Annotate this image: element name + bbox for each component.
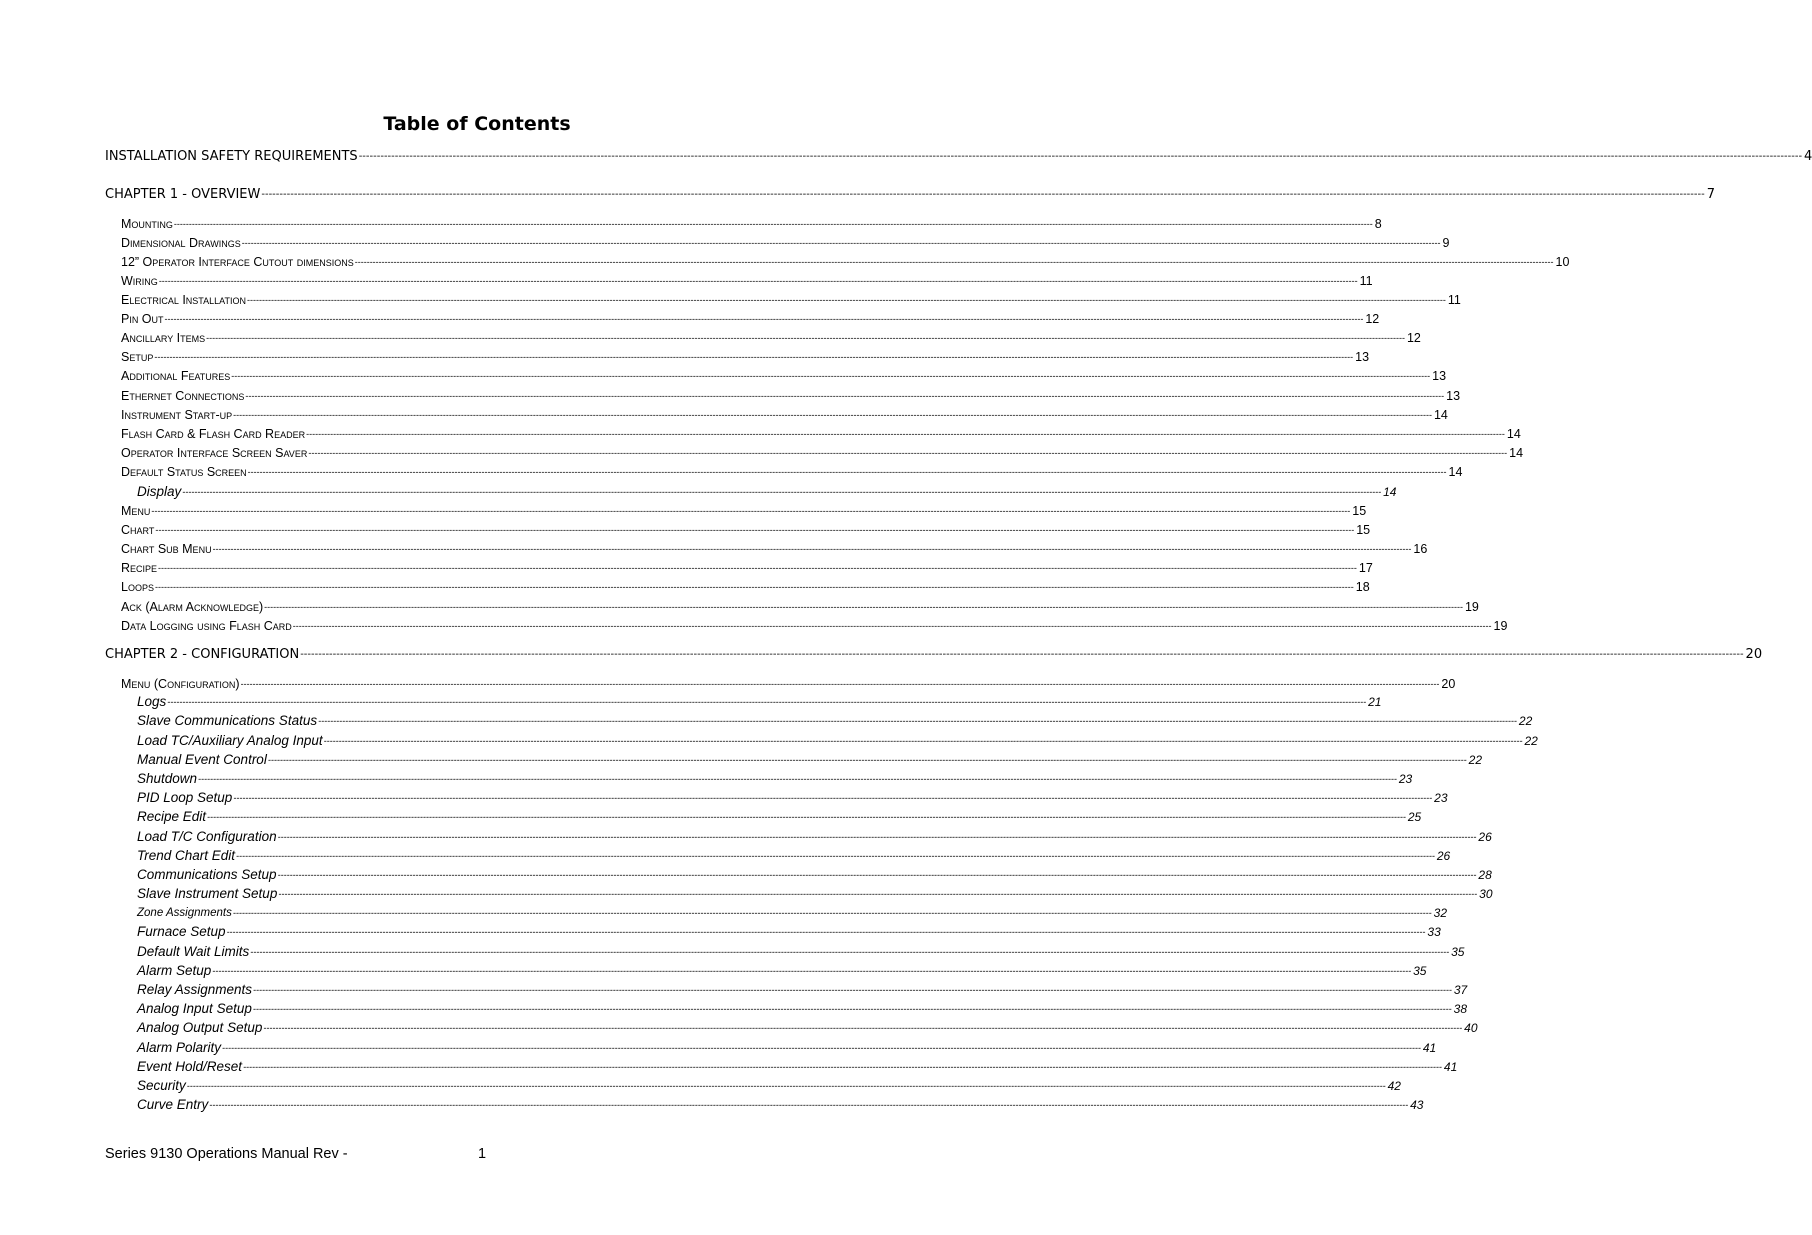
toc-entry-page: 26 [1436,849,1451,863]
toc-entry-label: Slave Communications Status [137,713,318,728]
toc-entry-page: 22 [1524,734,1538,748]
toc-entry-page: 32 [1433,906,1448,920]
toc-entry-page: 13 [1355,350,1370,364]
toc-entry[interactable] [121,216,1382,232]
toc-entry-page: 20 [1441,677,1456,691]
toc-entry[interactable] [105,149,1812,165]
toc-entry-label: Pin Out [121,312,164,326]
toc-entry[interactable] [137,713,1533,729]
toc-entry-page: 23 [1434,791,1448,805]
toc-entry[interactable] [121,311,1380,327]
toc-leader-dashes: ---------------------------------------------------------------------------------------------------------------------------------------------------------------------------------------------------------------------------------------------------------------------------------------------------------------------------------------------------------------------------------------------------------------- [155,525,1355,535]
toc-entry[interactable] [121,676,1456,692]
toc-entry[interactable] [121,579,1370,595]
toc-entry-label: Data Logging using Flash Card [121,619,292,633]
toc-leader-dashes: ---------------------------------------------------------------------------------------------------------------------------------------------------------------------------------------------------------------------------------------------------------------------------------------------------------------------------------------------------------------------------------------------------------------- [241,238,1441,248]
toc-entry[interactable] [121,388,1461,404]
toc-entry[interactable] [137,829,1492,845]
toc-leader-dashes: ---------------------------------------------------------------------------------------------------------------------------------------------------------------------------------------------------------------------------------------------------------------------------------------------------------------------------------------------------------------------------------------------------------------- [264,602,1463,612]
toc-entry[interactable] [137,963,1427,979]
toc-entry[interactable] [137,790,1448,806]
toc-leader-dashes: ---------------------------------------------------------------------------------------------------------------------------------------------------------------------------------------------------------------------------------------------------------------------------------------------------------------------------------------------------------------------------------------------------------------- [232,908,1432,918]
toc-entry[interactable] [121,273,1373,289]
toc-entry-label: Alarm Setup [137,963,212,978]
toc-entry-label: Slave Instrument Setup [137,886,278,901]
toc-leader-dashes: ---------------------------------------------------------------------------------------------------------------------------------------------------------------------------------------------------------------------------------------------------------------------------------------------------------------------------------------------------------------------------------------------------------------- [226,927,1426,937]
toc-entry-label: Analog Input Setup [137,1001,252,1016]
toc-entry[interactable] [137,924,1441,940]
toc-entry-page: 4 [1804,149,1812,164]
toc-entry-page: 9 [1442,236,1450,250]
toc-entry-page: 43 [1410,1098,1424,1112]
toc-entry-label: CHAPTER 1 - OVERVIEW [105,187,261,202]
toc-entry-page: 37 [1453,983,1468,997]
toc-entry-label: Electrical Installation [121,293,246,307]
toc-entry-page: 21 [1368,695,1382,709]
toc-entry-label: Dimensional Drawings [121,236,241,250]
toc-entry[interactable] [137,809,1422,825]
toc-entry[interactable] [121,618,1508,634]
toc-entry[interactable] [137,867,1492,883]
toc-entry[interactable] [121,254,1570,270]
toc-entry-page: 35 [1451,945,1465,959]
toc-entry-label: Load T/C Configuration [137,829,277,844]
toc-leader-dashes: ---------------------------------------------------------------------------------------------------------------------------------------------------------------------------------------------------------------------------------------------------------------------------------------------------------------------------------------------------------------------------------------------------------------- [164,314,1364,324]
toc-entry[interactable] [137,1001,1468,1017]
footer-page-number: 1 [478,1146,487,1162]
toc-entry-label: Display [137,484,182,499]
toc-entry[interactable] [137,982,1468,998]
toc-entry-page: 30 [1479,887,1493,901]
toc-entry[interactable] [137,1020,1478,1036]
toc-leader-dashes: ---------------------------------------------------------------------------------------------------------------------------------------------------------------------------------------------------------------------------------------------------------------------------------------------------------------------------------------------------------------------------------------------------------------- [261,189,1705,200]
toc-entry-label: Ack (Alarm Acknowledge) [121,600,264,614]
toc-leader-dashes: ---------------------------------------------------------------------------------------------------------------------------------------------------------------------------------------------------------------------------------------------------------------------------------------------------------------------------------------------------------------------------------------------------------------- [233,793,1433,803]
toc-entry-label: Recipe Edit [137,809,207,824]
toc-leader-dashes: ---------------------------------------------------------------------------------------------------------------------------------------------------------------------------------------------------------------------------------------------------------------------------------------------------------------------------------------------------------------------------------------------------------------- [306,429,1505,439]
toc-entry-label: Ethernet Connections [121,389,245,403]
toc-entry[interactable] [137,886,1493,902]
toc-leader-dashes: ---------------------------------------------------------------------------------------------------------------------------------------------------------------------------------------------------------------------------------------------------------------------------------------------------------------------------------------------------------------------------------------------------------------- [212,544,1412,554]
toc-leader-dashes: ---------------------------------------------------------------------------------------------------------------------------------------------------------------------------------------------------------------------------------------------------------------------------------------------------------------------------------------------------------------------------------------------------------------- [354,257,1554,267]
toc-leader-dashes: ---------------------------------------------------------------------------------------------------------------------------------------------------------------------------------------------------------------------------------------------------------------------------------------------------------------------------------------------------------------------------------------------------------------- [277,870,1477,880]
toc-leader-dashes: ---------------------------------------------------------------------------------------------------------------------------------------------------------------------------------------------------------------------------------------------------------------------------------------------------------------------------------------------------------------------------------------------------------------- [267,755,1467,765]
toc-entry-label: Zone Assignments [137,907,232,919]
toc-entry[interactable] [121,522,1371,538]
toc-leader-dashes: ---------------------------------------------------------------------------------------------------------------------------------------------------------------------------------------------------------------------------------------------------------------------------------------------------------------------------------------------------------------------------------------------------------------- [263,1023,1463,1033]
toc-leader-dashes: ---------------------------------------------------------------------------------------------------------------------------------------------------------------------------------------------------------------------------------------------------------------------------------------------------------------------------------------------------------------------------------------------------------------- [154,352,1354,362]
toc-leader-dashes: ---------------------------------------------------------------------------------------------------------------------------------------------------------------------------------------------------------------------------------------------------------------------------------------------------------------------------------------------------------------------------------------------------------------- [206,333,1405,343]
toc-entry-page: 19 [1493,619,1508,633]
toc-leader-dashes: ---------------------------------------------------------------------------------------------------------------------------------------------------------------------------------------------------------------------------------------------------------------------------------------------------------------------------------------------------------------------------------------------------------------- [231,371,1431,381]
toc-entry-label: Communications Setup [137,867,277,882]
toc-leader-dashes: ---------------------------------------------------------------------------------------------------------------------------------------------------------------------------------------------------------------------------------------------------------------------------------------------------------------------------------------------------------------------------------------------------------------- [308,448,1508,458]
toc-leader-dashes: ---------------------------------------------------------------------------------------------------------------------------------------------------------------------------------------------------------------------------------------------------------------------------------------------------------------------------------------------------------------------------------------------------------------- [236,851,1435,861]
toc-entry-page: 25 [1407,810,1422,824]
toc-leader-dashes: ---------------------------------------------------------------------------------------------------------------------------------------------------------------------------------------------------------------------------------------------------------------------------------------------------------------------------------------------------------------------------------------------------------------- [277,832,1477,842]
toc-entry-label: Mounting [121,217,173,231]
toc-leader-dashes: ---------------------------------------------------------------------------------------------------------------------------------------------------------------------------------------------------------------------------------------------------------------------------------------------------------------------------------------------------------------------------------------------------------------- [212,966,1412,976]
toc-entry-label: CHAPTER 2 - CONFIGURATION [105,647,300,662]
toc-entry-page: 15 [1352,504,1367,518]
toc-entry-page: 8 [1374,217,1382,231]
footer-manual-title: Series 9130 Operations Manual Rev - [105,1146,348,1162]
toc-entry-page: 38 [1453,1002,1468,1016]
toc-entry-label: Additional Features [121,369,231,383]
toc-leader-dashes: ---------------------------------------------------------------------------------------------------------------------------------------------------------------------------------------------------------------------------------------------------------------------------------------------------------------------------------------------------------------------------------------------------------------- [233,410,1432,420]
toc-entry-page: 33 [1427,925,1441,939]
toc-entry[interactable] [121,235,1450,251]
toc-leader-dashes: ---------------------------------------------------------------------------------------------------------------------------------------------------------------------------------------------------------------------------------------------------------------------------------------------------------------------------------------------------------------------------------------------------------------- [158,276,1358,286]
toc-leader-dashes: ---------------------------------------------------------------------------------------------------------------------------------------------------------------------------------------------------------------------------------------------------------------------------------------------------------------------------------------------------------------------------------------------------------------- [198,774,1397,784]
toc-entry-label: Operator Interface Screen Saver [121,446,308,460]
toc-leader-dashes: ---------------------------------------------------------------------------------------------------------------------------------------------------------------------------------------------------------------------------------------------------------------------------------------------------------------------------------------------------------------------------------------------------------------- [243,1062,1442,1072]
toc-entry[interactable] [121,349,1370,365]
toc-entry-label: Event Hold/Reset [137,1059,243,1074]
toc-entry-page: 17 [1358,561,1373,575]
toc-leader-dashes: ---------------------------------------------------------------------------------------------------------------------------------------------------------------------------------------------------------------------------------------------------------------------------------------------------------------------------------------------------------------------------------------------------------------- [158,563,1357,573]
toc-leader-dashes: ---------------------------------------------------------------------------------------------------------------------------------------------------------------------------------------------------------------------------------------------------------------------------------------------------------------------------------------------------------------------------------------------------------------- [245,391,1445,401]
toc-leader-dashes: ---------------------------------------------------------------------------------------------------------------------------------------------------------------------------------------------------------------------------------------------------------------------------------------------------------------------------------------------------------------------------------------------------------------- [151,506,1351,516]
toc-entry-page: 22 [1468,753,1483,767]
toc-entry[interactable] [137,484,1397,500]
toc-leader-dashes: ---------------------------------------------------------------------------------------------------------------------------------------------------------------------------------------------------------------------------------------------------------------------------------------------------------------------------------------------------------------------------------------------------------------- [246,295,1446,305]
toc-entry-label: Instrument Start-up [121,408,233,422]
toc-entry-label: Shutdown [137,771,198,786]
toc-entry-page: 14 [1433,408,1448,422]
toc-entry-page: 35 [1413,964,1427,978]
toc-entry[interactable] [137,944,1465,960]
toc-entry[interactable] [137,1097,1424,1113]
toc-entry[interactable] [121,330,1421,346]
toc-entry-page: 22 [1518,714,1533,728]
toc-leader-dashes: ---------------------------------------------------------------------------------------------------------------------------------------------------------------------------------------------------------------------------------------------------------------------------------------------------------------------------------------------------------------------------------------------------------------- [167,697,1367,707]
toc-entry-label: Chart Sub Menu [121,542,212,556]
toc-entry-page: 14 [1383,485,1397,499]
toc-entry-label: Analog Output Setup [137,1020,263,1035]
toc-leader-dashes: ---------------------------------------------------------------------------------------------------------------------------------------------------------------------------------------------------------------------------------------------------------------------------------------------------------------------------------------------------------------------------------------------------------------- [240,679,1440,689]
toc-entry[interactable] [137,771,1413,787]
toc-entry[interactable] [121,503,1367,519]
toc-entry-page: 20 [1745,647,1763,662]
toc-leader-dashes: ---------------------------------------------------------------------------------------------------------------------------------------------------------------------------------------------------------------------------------------------------------------------------------------------------------------------------------------------------------------------------------------------------------------- [247,467,1447,477]
toc-entry-label: Wiring [121,274,158,288]
toc-entry-page: 14 [1448,465,1463,479]
toc-entry-page: 41 [1443,1060,1458,1074]
toc-entry-label: 12” Operator Interface Cutout dimensions [121,255,354,269]
toc-entry-label: Curve Entry [137,1097,209,1112]
toc-entry[interactable] [121,426,1521,442]
toc-entry-label: Alarm Polarity [137,1040,222,1055]
toc-leader-dashes: ---------------------------------------------------------------------------------------------------------------------------------------------------------------------------------------------------------------------------------------------------------------------------------------------------------------------------------------------------------------------------------------------------------------- [209,1100,1409,1110]
toc-entry-label: Menu (Configuration) [121,677,240,691]
toc-entry[interactable] [121,445,1524,461]
toc-entry[interactable] [137,694,1382,710]
toc-entry[interactable] [137,848,1451,864]
toc-entry-label: Recipe [121,561,158,575]
toc-entry-page: 26 [1478,830,1492,844]
toc-entry-page: 11 [1359,274,1373,288]
toc-leader-dashes: ---------------------------------------------------------------------------------------------------------------------------------------------------------------------------------------------------------------------------------------------------------------------------------------------------------------------------------------------------------------------------------------------------------------- [318,716,1517,726]
toc-entry[interactable] [105,187,1715,203]
toc-entry[interactable] [121,541,1428,557]
toc-entry[interactable] [121,407,1448,423]
toc-leader-dashes: ---------------------------------------------------------------------------------------------------------------------------------------------------------------------------------------------------------------------------------------------------------------------------------------------------------------------------------------------------------------------------------------------------------------- [300,649,1744,660]
toc-entry-page: 11 [1447,293,1461,307]
toc-leader-dashes: ---------------------------------------------------------------------------------------------------------------------------------------------------------------------------------------------------------------------------------------------------------------------------------------------------------------------------------------------------------------------------------------------------------------- [278,889,1478,899]
toc-entry-page: 28 [1478,868,1492,882]
toc-entry[interactable] [121,560,1373,576]
toc-entry-label: Security [137,1078,186,1093]
toc-entry[interactable] [137,905,1448,921]
toc-entry-page: 16 [1413,542,1428,556]
toc-entry-page: 19 [1464,600,1479,614]
toc-entry-page: 14 [1506,427,1521,441]
toc-entry[interactable] [137,1059,1458,1075]
toc-entry-page: 15 [1356,523,1371,537]
toc-entry-label: Load TC/Auxiliary Analog Input [137,733,323,748]
toc-leader-dashes: ---------------------------------------------------------------------------------------------------------------------------------------------------------------------------------------------------------------------------------------------------------------------------------------------------------------------------------------------------------------------------------------------------------------- [292,621,1492,631]
toc-leader-dashes: ---------------------------------------------------------------------------------------------------------------------------------------------------------------------------------------------------------------------------------------------------------------------------------------------------------------------------------------------------------------------------------------------------------------- [154,582,1354,592]
toc-entry-label: Furnace Setup [137,924,226,939]
toc-entry-label: Ancillary Items [121,331,206,345]
toc-entry[interactable] [121,599,1479,615]
toc-entry-page: 7 [1706,187,1715,202]
toc-entry-page: 14 [1509,446,1524,460]
toc-entry[interactable] [121,292,1461,308]
toc-entry-label: Setup [121,350,154,364]
toc-entry-page: 13 [1446,389,1461,403]
toc-leader-dashes: ---------------------------------------------------------------------------------------------------------------------------------------------------------------------------------------------------------------------------------------------------------------------------------------------------------------------------------------------------------------------------------------------------------------- [323,736,1523,746]
toc-entry-page: 23 [1398,772,1413,786]
toc-entry[interactable] [121,368,1447,384]
toc-entry-label: Logs [137,694,167,709]
toc-leader-dashes: ---------------------------------------------------------------------------------------------------------------------------------------------------------------------------------------------------------------------------------------------------------------------------------------------------------------------------------------------------------------------------------------------------------------- [222,1043,1421,1053]
toc-entry[interactable] [137,733,1538,749]
toc-leader-dashes: ---------------------------------------------------------------------------------------------------------------------------------------------------------------------------------------------------------------------------------------------------------------------------------------------------------------------------------------------------------------------------------------------------------------- [250,947,1450,957]
toc-leader-dashes: ---------------------------------------------------------------------------------------------------------------------------------------------------------------------------------------------------------------------------------------------------------------------------------------------------------------------------------------------------------------------------------------------------------------- [182,487,1382,497]
toc-entry-page: 18 [1355,580,1370,594]
toc-leader-dashes: ---------------------------------------------------------------------------------------------------------------------------------------------------------------------------------------------------------------------------------------------------------------------------------------------------------------------------------------------------------------------------------------------------------------- [253,985,1452,995]
toc-entry[interactable] [137,1078,1401,1094]
toc-entry-label: Loops [121,580,154,594]
toc-entry[interactable] [137,1040,1437,1056]
toc-entry-page: 12 [1406,331,1421,345]
toc-entry-label: Relay Assignments [137,982,253,997]
toc-entry[interactable] [121,464,1463,480]
toc-entry-label: Manual Event Control [137,752,267,767]
toc-entry-label: PID Loop Setup [137,790,233,805]
toc-leader-dashes: ---------------------------------------------------------------------------------------------------------------------------------------------------------------------------------------------------------------------------------------------------------------------------------------------------------------------------------------------------------------------------------------------------------------- [207,812,1406,822]
toc-entry-label: Chart [121,523,155,537]
toc-entry-label: Default Status Screen [121,465,247,479]
toc-entry-label: INSTALLATION SAFETY REQUIREMENTS [105,149,358,164]
toc-entry-page: 40 [1464,1021,1478,1035]
toc-entry-page: 13 [1432,369,1447,383]
toc-entry-label: Trend Chart Edit [137,848,236,863]
toc-leader-dashes: ---------------------------------------------------------------------------------------------------------------------------------------------------------------------------------------------------------------------------------------------------------------------------------------------------------------------------------------------------------------------------------------------------------------- [186,1081,1386,1091]
toc-entry-label: Menu [121,504,151,518]
toc-entry[interactable] [105,647,1763,663]
page-title: Table of Contents [383,113,571,135]
toc-entry-page: 12 [1365,312,1380,326]
toc-entry-page: 10 [1555,255,1570,269]
toc-entry[interactable] [137,752,1483,768]
toc-entry-label: Default Wait Limits [137,944,250,959]
toc-leader-dashes: ---------------------------------------------------------------------------------------------------------------------------------------------------------------------------------------------------------------------------------------------------------------------------------------------------------------------------------------------------------------------------------------------------------------- [252,1004,1452,1014]
toc-entry-page: 42 [1387,1079,1401,1093]
toc-leader-dashes: ---------------------------------------------------------------------------------------------------------------------------------------------------------------------------------------------------------------------------------------------------------------------------------------------------------------------------------------------------------------------------------------------------------------- [173,219,1373,229]
toc-entry-label: Flash Card & Flash Card Reader [121,427,306,441]
toc-entry-page: 41 [1422,1041,1437,1055]
toc-leader-dashes: ---------------------------------------------------------------------------------------------------------------------------------------------------------------------------------------------------------------------------------------------------------------------------------------------------------------------------------------------------------------------------------------------------------------- [358,151,1803,162]
